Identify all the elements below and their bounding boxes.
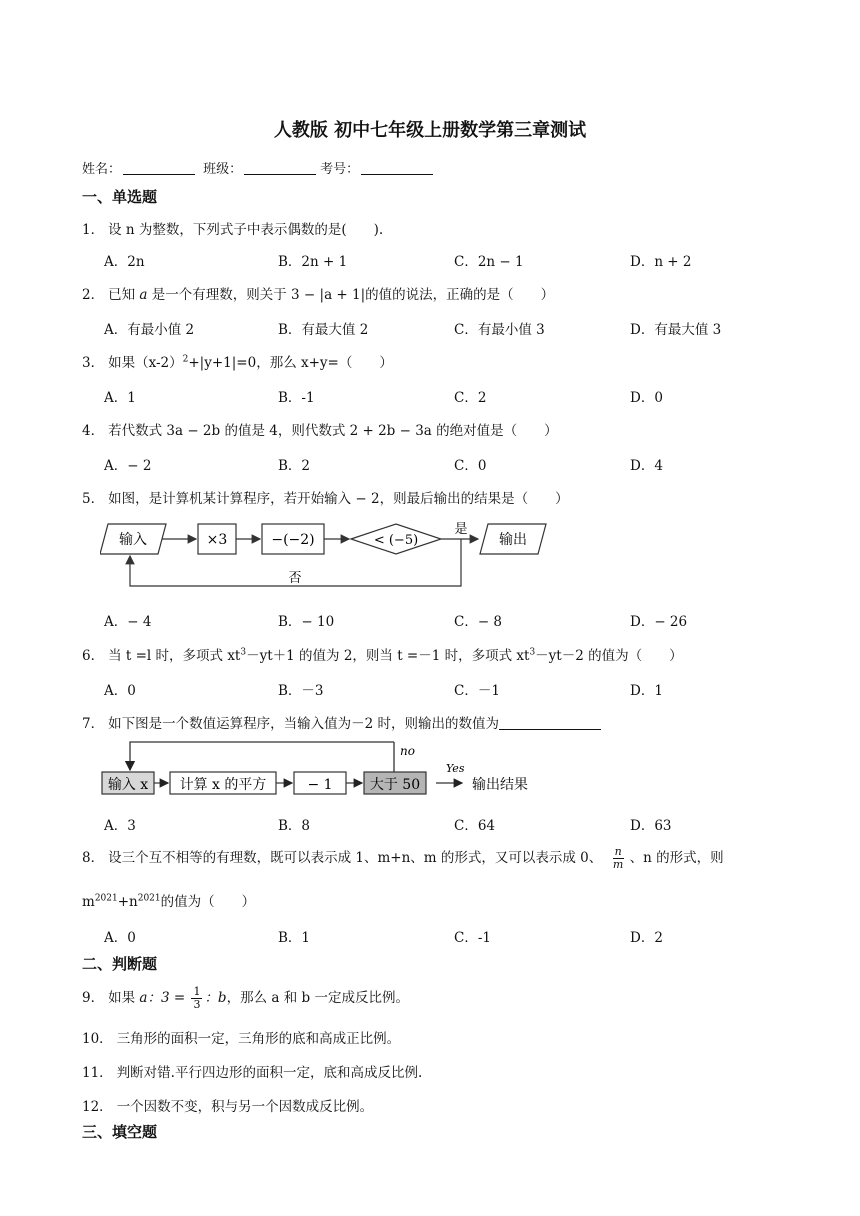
option-c[interactable]: C．64 xyxy=(454,818,496,834)
option-a[interactable]: A．1 xyxy=(104,390,136,406)
question-10 xyxy=(82,1027,400,1047)
flow7-condition-label: 大于 50 xyxy=(369,777,421,793)
question-text-mid: －yt＋1 的值为 2，则当 t =－1 时，多项式 xt xyxy=(246,648,530,664)
option-a[interactable]: A．3 xyxy=(104,818,136,834)
flowchart-q7 xyxy=(100,738,560,802)
question-number: 4． xyxy=(82,423,105,439)
question-8-line-2: $m^{2021}+n^{2021}$的值为（ ） xyxy=(82,893,256,910)
question-number: 11． xyxy=(82,1065,113,1081)
question-7 xyxy=(82,712,601,732)
option-b[interactable]: B．1 xyxy=(278,930,311,946)
flow5-input-label: 输入 xyxy=(119,532,147,548)
question-text: 判断对错.平行四边形的面积一定，底和高成反比例. xyxy=(116,1065,423,1081)
section-heading-true-false: 二、判断题 xyxy=(82,955,158,973)
question-number: 12． xyxy=(82,1099,113,1115)
option-d[interactable]: D．− 26 xyxy=(630,614,688,630)
flow7-output-label: 输出结果 xyxy=(472,777,528,793)
variable-a: a xyxy=(139,287,148,303)
question-text-rest: +|y+1|=0，那么 x+y=（ ） xyxy=(188,355,393,371)
option-d[interactable]: D．0 xyxy=(630,390,663,406)
question-text-rest: －yt－2 的值为（ ） xyxy=(535,648,683,664)
question-number: 5． xyxy=(82,491,105,507)
question-number: 1． xyxy=(82,222,105,238)
option-d[interactable]: D．n + 2 xyxy=(630,254,692,270)
ratio-expression: a：3 = xyxy=(139,990,186,1006)
question-text: 三角形的面积一定，三角形的底和高成正比例。 xyxy=(116,1031,401,1047)
option-b[interactable]: B．-1 xyxy=(278,390,315,406)
fraction-one-third: $\frac{1}{3}$ xyxy=(193,985,201,1011)
fraction-n-over-m: $\frac{n}{m}$ xyxy=(612,845,624,871)
question-number: 9． xyxy=(82,990,105,1006)
flow7-no-label: no xyxy=(400,744,415,758)
question-text-pre: 如果（x-2） xyxy=(108,355,183,371)
question-text-pre: 当 t =l 时，多项式 xt xyxy=(108,648,241,664)
option-c[interactable]: C．0 xyxy=(454,458,487,474)
question-1 xyxy=(82,218,383,238)
option-c[interactable]: C．有最小值 3 xyxy=(454,322,545,338)
flow7-yes-label: Yes xyxy=(446,762,465,775)
question-number: 7． xyxy=(82,716,105,732)
option-a[interactable]: A．0 xyxy=(104,683,136,699)
question-number: 2． xyxy=(82,287,105,303)
option-b[interactable]: B．− 10 xyxy=(278,614,335,630)
flow7-minus1-label: − 1 xyxy=(307,777,333,793)
question-text-pre: 设三个互不相等的有理数，既可以表示成 1、m+n、m 的形式，又可以表示成 0、 xyxy=(108,850,603,866)
option-b[interactable]: B．8 xyxy=(278,818,311,834)
exam-number-blank[interactable] xyxy=(361,162,433,175)
name-blank[interactable] xyxy=(123,162,195,175)
question-number: 8． xyxy=(82,850,105,866)
option-c[interactable]: C．2n − 1 xyxy=(454,254,524,270)
option-d[interactable]: D．4 xyxy=(630,458,663,474)
flow5-yes-label: 是 xyxy=(454,522,468,537)
question-text: 若代数式 3a − 2b 的值是 4，则代数式 2 + 2b − 3a 的绝对值是（ ） xyxy=(108,423,558,439)
flowchart-q5 xyxy=(100,516,550,592)
ratio-expression: ：b xyxy=(204,990,227,1006)
section-heading-single-choice: 一、单选题 xyxy=(82,188,158,206)
option-a[interactable]: A．− 4 xyxy=(104,614,152,630)
question-5 xyxy=(82,487,569,507)
name-label: 姓名： xyxy=(82,162,122,177)
flow7-loop-line xyxy=(130,742,394,770)
flow7-input-label: 输入 x xyxy=(107,777,149,793)
question-text-rest: 是一个有理数，则关于 3 − |a + 1|的值的说法，正确的是（ ） xyxy=(147,287,555,303)
question-6 xyxy=(82,644,683,664)
exponent: 2021 xyxy=(137,893,161,904)
exponent: 3 xyxy=(240,647,247,658)
option-a[interactable]: A．2n xyxy=(104,254,145,270)
flow5-minus-label: −(−2) xyxy=(271,532,315,548)
exam-number-label: 考号： xyxy=(320,162,360,177)
option-b[interactable]: B．－3 xyxy=(278,683,324,699)
question-text-pre: 已知 xyxy=(108,287,140,303)
option-a[interactable]: A．有最小值 2 xyxy=(104,322,195,338)
section-heading-fill-in: 三、填空题 xyxy=(82,1123,158,1141)
flow5-compare-label: < (−5) xyxy=(373,533,419,548)
question-12 xyxy=(82,1095,373,1115)
option-d[interactable]: D．有最大值 3 xyxy=(630,322,722,338)
option-a[interactable]: A．0 xyxy=(104,930,136,946)
page-title: 人教版 初中七年级上册数学第三章测试 xyxy=(273,120,587,141)
option-c[interactable]: C．-1 xyxy=(454,930,491,946)
question-4 xyxy=(82,419,558,439)
option-d[interactable]: D．63 xyxy=(630,818,672,834)
question-2 xyxy=(82,283,554,303)
class-blank[interactable] xyxy=(244,162,316,175)
question-3 xyxy=(82,351,393,371)
question-number: 3． xyxy=(82,355,105,371)
question-text-rest: 、n 的形式，则 xyxy=(629,850,724,866)
question-text: 如下图是一个数值运算程序，当输入值为－2 时，则输出的数值为 xyxy=(108,716,499,732)
option-b[interactable]: B．2n + 1 xyxy=(278,254,348,270)
option-b[interactable]: B．有最大值 2 xyxy=(278,322,369,338)
question-text: 如图，是计算机某计算程序，若开始输入 − 2，则最后输出的结果是（ ） xyxy=(108,491,569,507)
option-c[interactable]: C．－1 xyxy=(454,683,500,699)
question-number: 6． xyxy=(82,648,105,664)
student-info-line xyxy=(82,158,437,177)
question-11 xyxy=(82,1061,422,1081)
question-8-line-1 xyxy=(82,846,724,871)
option-d[interactable]: D．2 xyxy=(630,930,663,946)
flow5-no-label: 否 xyxy=(288,571,302,586)
flow7-square-label: 计算 x 的平方 xyxy=(179,777,267,793)
question-number: 10． xyxy=(82,1031,113,1047)
question-text: 一个因数不变，积与另一个因数成反比例。 xyxy=(116,1099,374,1115)
option-b[interactable]: B．2 xyxy=(278,458,311,474)
flow5-times3-label: ×3 xyxy=(206,532,228,548)
question-9: 9． 如果 a：3 = $\frac{1}{3}$ ：b，那么 a 和 b 一定成反比例。 xyxy=(82,985,409,1011)
exponent: 3 xyxy=(529,647,536,658)
option-d[interactable]: D．1 xyxy=(630,683,663,699)
exponent: 2021 xyxy=(94,893,118,904)
answer-blank[interactable] xyxy=(499,717,601,730)
option-c[interactable]: C．2 xyxy=(454,390,487,406)
option-c[interactable]: C．− 8 xyxy=(454,614,503,630)
class-label: 班级： xyxy=(203,162,243,177)
option-a[interactable]: A．− 2 xyxy=(104,458,152,474)
exponent: 2 xyxy=(182,354,189,365)
question-text: 设 n 为整数，下列式子中表示偶数的是( ). xyxy=(108,222,384,238)
flow5-output-label: 输出 xyxy=(499,532,527,548)
